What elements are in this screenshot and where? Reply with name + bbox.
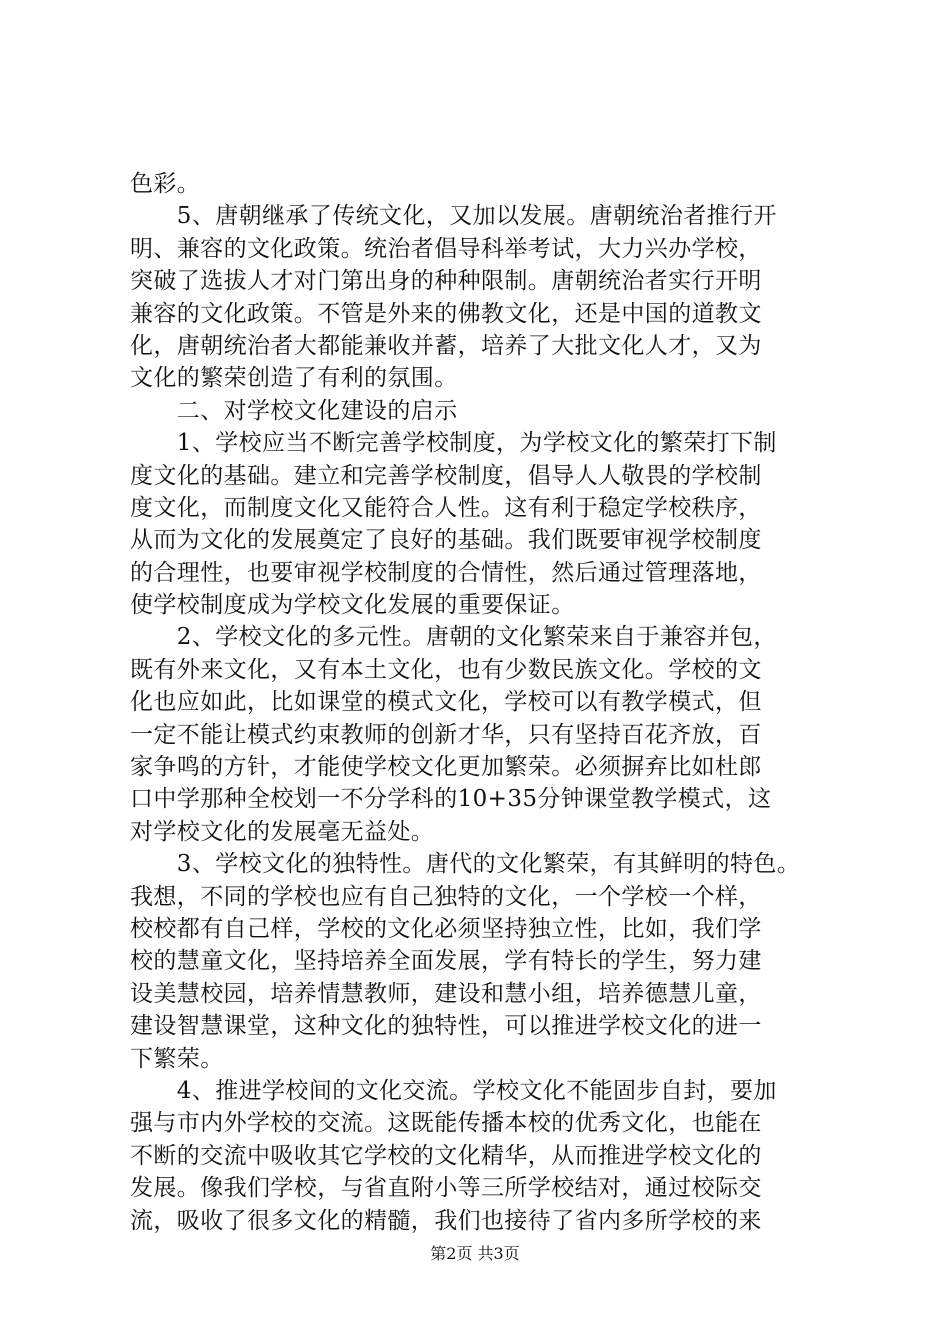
text-line: 流，吸收了很多文化的精髓，我们也接待了省内多所学校的来 bbox=[130, 1207, 762, 1234]
text-line: 2、学校文化的多元性。唐朝的文化繁荣来自于兼容并包， bbox=[130, 624, 777, 651]
text-line: 度文化的基础。建立和完善学校制度，倡导人人敬畏的学校制 bbox=[130, 462, 762, 489]
section-heading: 二、对学校文化建设的启示 bbox=[130, 397, 458, 424]
text-line: 发展。像我们学校，与省直附小等三所学校结对，通过校际交 bbox=[130, 1175, 762, 1202]
text-line: 5、唐朝继承了传统文化，又加以发展。唐朝统治者推行开 bbox=[130, 203, 777, 230]
text-line: 化，唐朝统治者大都能兼收并蓄，培养了大批文化人才，又为 bbox=[130, 332, 762, 359]
text-line: 4、推进学校间的文化交流。学校文化不能固步自封，要加 bbox=[130, 1077, 777, 1104]
text-line: 口中学那种全校划一不分学科的10+35分钟课堂教学模式，这 bbox=[130, 786, 772, 813]
text-line: 一定不能让模式约束教师的创新才华，只有坚持百花齐放，百 bbox=[130, 721, 762, 748]
text-line: 建设智慧课堂，这种文化的独特性，可以推进学校文化的进一 bbox=[130, 1013, 762, 1040]
text-line: 对学校文化的发展毫无益处。 bbox=[130, 818, 435, 845]
text-line: 校校都有自己样，学校的文化必须坚持独立性，比如，我们学 bbox=[130, 915, 762, 942]
text-line: 从而为文化的发展奠定了良好的基础。我们既要审视学校制度 bbox=[130, 527, 762, 554]
text-line: 家争鸣的方针，才能使学校文化更加繁荣。必须摒弃比如杜郎 bbox=[130, 754, 762, 781]
text-line: 明、兼容的文化政策。统治者倡导科举考试，大力兴办学校， bbox=[130, 235, 762, 262]
text-line: 文化的繁荣创造了有利的氛围。 bbox=[130, 365, 458, 392]
text-line: 的合理性，也要审视学校制度的合情性，然后通过管理落地， bbox=[130, 559, 762, 586]
text-line: 设美慧校园，培养情慧教师，建设和慧小组，培养德慧儿童， bbox=[130, 980, 762, 1007]
text-line: 校的慧童文化，坚持培养全面发展，学有特长的学生，努力建 bbox=[130, 948, 762, 975]
text-line: 我想，不同的学校也应有自己独特的文化，一个学校一个样， bbox=[130, 883, 762, 910]
text-line: 3、学校文化的独特性。唐代的文化繁荣，有其鲜明的特色。 bbox=[130, 851, 801, 878]
text-line: 强与市内外学校的交流。这既能传播本校的优秀文化，也能在 bbox=[130, 1110, 762, 1137]
text-line: 色彩。 bbox=[130, 171, 201, 197]
text-line: 度文化，而制度文化又能符合人性。这有利于稳定学校秩序， bbox=[130, 494, 762, 521]
text-line: 既有外来文化，又有本土文化，也有少数民族文化。学校的文 bbox=[130, 656, 762, 683]
text-line: 化也应如此，比如课堂的模式文化，学校可以有教学模式，但 bbox=[130, 689, 762, 716]
text-line: 使学校制度成为学校文化发展的重要保证。 bbox=[130, 592, 575, 619]
page-number-footer: 第2页 共3页 bbox=[430, 1244, 520, 1263]
text-line: 不断的交流中吸收其它学校的文化精华，从而推进学校文化的 bbox=[130, 1142, 762, 1169]
text-line: 下繁荣。 bbox=[130, 1045, 224, 1072]
document-body bbox=[130, 168, 826, 1237]
text-line: 兼容的文化政策。不管是外来的佛教文化，还是中国的道教文 bbox=[130, 300, 762, 327]
text-line: 1、学校应当不断完善学校制度，为学校文化的繁荣打下制 bbox=[130, 430, 777, 457]
text-line: 突破了选拔人才对门第出身的种种限制。唐朝统治者实行开明 bbox=[130, 268, 762, 295]
